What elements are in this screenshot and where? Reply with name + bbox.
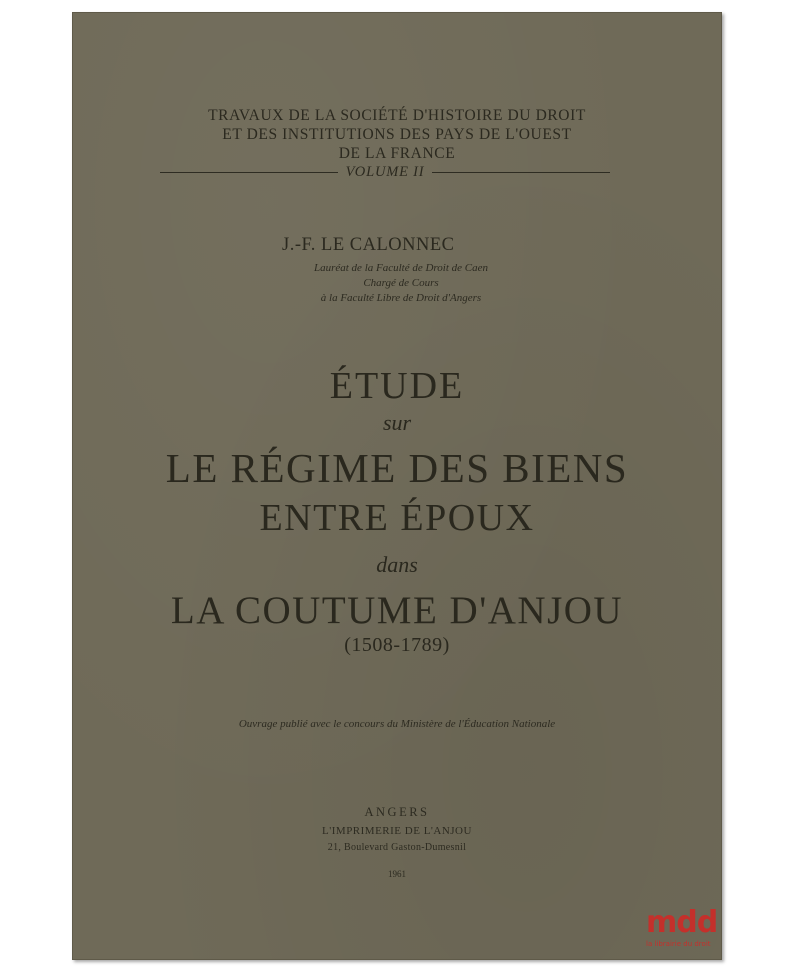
series-line-2: ET DES INSTITUTIONS DES PAYS DE L'OUEST (222, 126, 572, 143)
volume-label: VOLUME II (345, 163, 425, 180)
volume-rule-left (160, 172, 338, 173)
title-sur: sur (382, 410, 412, 435)
publisher-city: ANGERS (364, 805, 430, 819)
publisher-printer: L'IMPRIMERIE DE L'ANJOU (322, 825, 472, 837)
publication-year: 1961 (388, 869, 406, 879)
author-name: J.-F. LE CALONNEC (282, 235, 455, 255)
title-regime: LE RÉGIME DES BIENS (165, 445, 629, 491)
publisher-address: 21, Boulevard Gaston-Dumesnil (327, 842, 467, 853)
credential-line: Lauréat de la Faculté de Droit de Caen (313, 262, 489, 274)
book-cover (72, 12, 722, 960)
mdd-logo-tagline: la librairie du droit (646, 940, 711, 948)
title-entre-epoux: ENTRE ÉPOUX (259, 497, 535, 539)
title-etude: ÉTUDE (329, 365, 465, 407)
mdd-watermark-logo (646, 905, 726, 964)
author-credentials (286, 261, 516, 306)
series-line-3: DE LA FRANCE (338, 145, 456, 162)
mdd-logo-mark: mdd (646, 905, 718, 940)
credential-line: Chargé de Cours (363, 277, 439, 289)
volume-rule-right (432, 172, 610, 173)
volume-row (160, 162, 610, 182)
title-dans: dans (376, 552, 418, 577)
title-dates: (1508-1789) (344, 634, 450, 656)
credential-line: à la Faculté Libre de Droit d'Angers (320, 292, 482, 304)
publication-note: Ouvrage publié avec le concours du Ministère de l'Éducation Nationale (238, 718, 556, 730)
series-line-1: TRAVAUX DE LA SOCIÉTÉ D'HISTOIRE DU DROIT (208, 107, 586, 124)
title-coutume: LA COUTUME D'ANJOU (170, 589, 624, 632)
